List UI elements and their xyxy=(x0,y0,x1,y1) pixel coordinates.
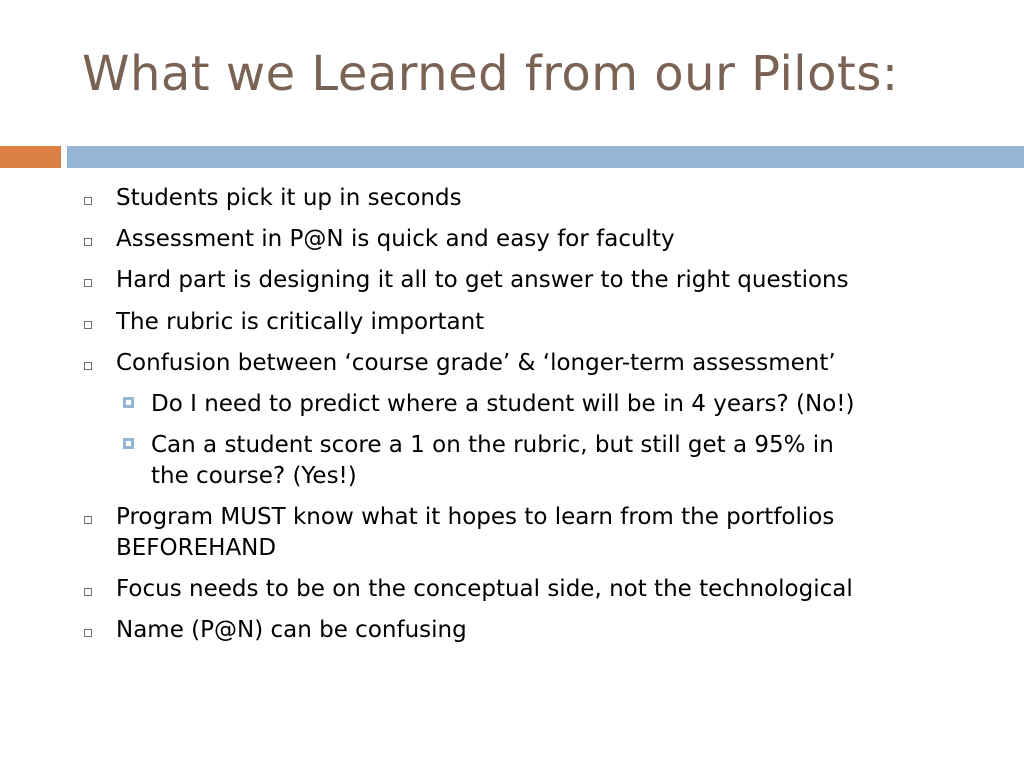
bullet-item: The rubric is critically important xyxy=(116,309,485,335)
bullet-item-line-1: Program MUST know what it hopes to learn from the portfolios xyxy=(116,504,835,530)
square-bullet-icon xyxy=(84,516,92,524)
bullet-item-line-2: BEFOREHAND xyxy=(116,535,277,561)
bullet-item: Confusion between ‘course grade’ & ‘longer-term assessment’ xyxy=(116,350,836,376)
bullet-item: Assessment in P@N is quick and easy for faculty xyxy=(116,226,675,252)
square-bullet-icon xyxy=(84,362,92,370)
bullet-item: Name (P@N) can be confusing xyxy=(116,617,467,643)
square-bullet-icon xyxy=(84,238,92,246)
square-bullet-icon xyxy=(84,629,92,637)
bullet-item: Hard part is designing it all to get answer to the right questions xyxy=(116,267,849,293)
sub-bullet-icon xyxy=(123,438,134,449)
sub-bullet-icon xyxy=(123,397,134,408)
sub-bullet-item-line-1: Can a student score a 1 on the rubric, but still get a 95% in xyxy=(151,432,834,458)
square-bullet-icon xyxy=(84,321,92,329)
square-bullet-icon xyxy=(84,588,92,596)
square-bullet-icon xyxy=(84,279,92,287)
bullet-item: Focus needs to be on the conceptual side, not the technological xyxy=(116,576,853,602)
sub-bullet-item-line-2: the course? (Yes!) xyxy=(151,463,357,489)
slide-title: What we Learned from our Pilots: xyxy=(82,46,899,102)
sub-bullet-item: Do I need to predict where a student will be in 4 years? (No!) xyxy=(151,391,855,417)
bullet-item: Students pick it up in seconds xyxy=(116,185,462,211)
square-bullet-icon xyxy=(84,197,92,205)
